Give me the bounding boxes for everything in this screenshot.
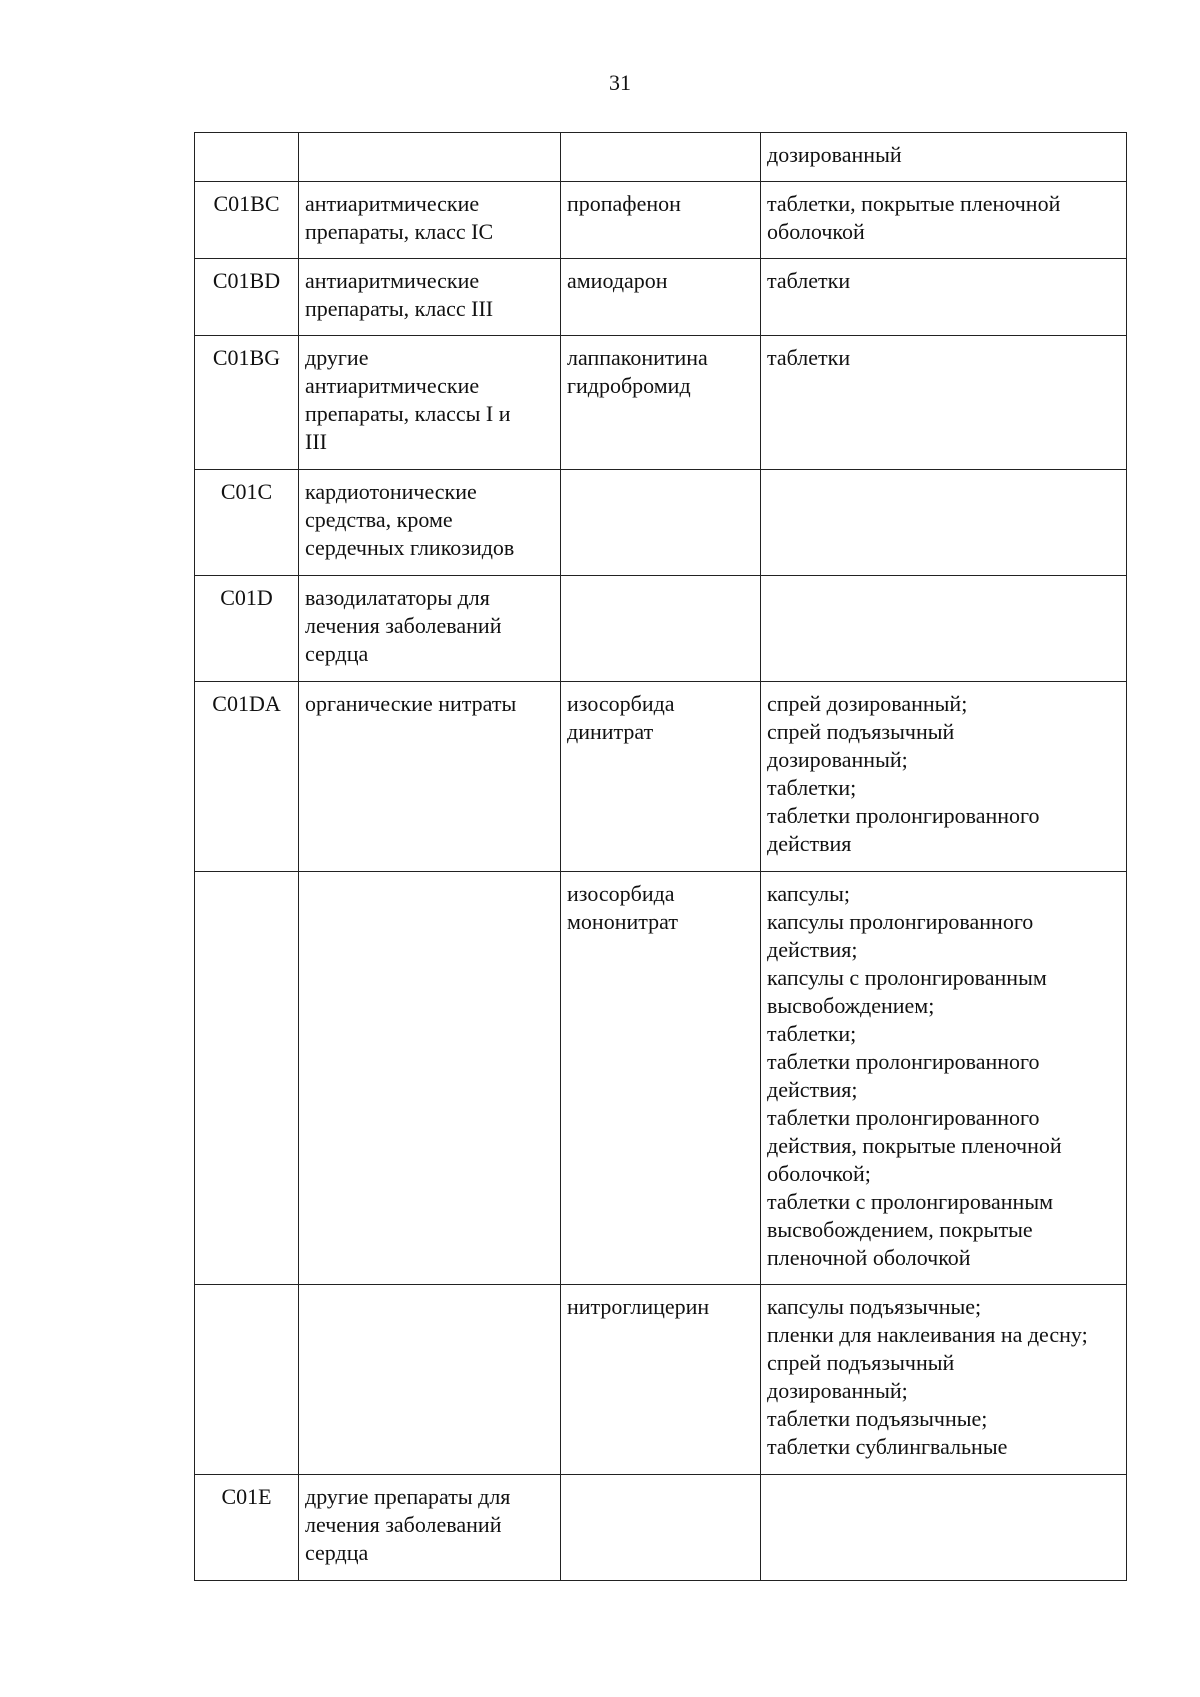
dosage-form-line: высвобождением, покрытые — [767, 1217, 1033, 1242]
substance-cell — [561, 1475, 761, 1581]
substance-line: мононитрат — [567, 909, 678, 934]
substance-cell — [561, 872, 761, 1285]
dosage-form-line: таблетки — [767, 268, 851, 293]
dosage-form-line: спрей дозированный; — [767, 691, 968, 716]
dosage-form-line: пленки для наклеивания на десну; — [767, 1322, 1088, 1347]
anatomical-group-cell — [299, 182, 561, 259]
group-line: лечения заболеваний — [305, 613, 502, 638]
group-line: другие препараты для — [305, 1484, 511, 1509]
dosage-form-line: действия, покрытые пленочной — [767, 1133, 1062, 1158]
group-line: лечения заболеваний — [305, 1512, 502, 1537]
dosage-forms-cell — [761, 1285, 1127, 1475]
dosage-form-line: оболочкой; — [767, 1161, 871, 1186]
table-row — [195, 576, 1127, 682]
dosage-forms-cell — [761, 682, 1127, 872]
substance-line: пропафенон — [567, 191, 681, 216]
dosage-form-line: таблетки пролонгированного — [767, 803, 1040, 828]
dosage-forms-cell — [761, 182, 1127, 259]
group-line: вазодилататоры для — [305, 585, 490, 610]
dosage-form-line: таблетки; — [767, 1021, 857, 1046]
group-line: сердечных гликозидов — [305, 535, 515, 560]
dosage-forms-cell — [761, 133, 1127, 182]
dosage-form-line: таблетки пролонгированного — [767, 1105, 1040, 1130]
dosage-form-line: таблетки, покрытые пленочной — [767, 191, 1061, 216]
group-line: сердца — [305, 641, 369, 666]
page-number: 31 — [609, 70, 631, 95]
dosage-form-line: капсулы; — [767, 881, 850, 906]
atc-code-cell: C01D — [195, 576, 299, 682]
substance-line: изосорбида — [567, 881, 675, 906]
dosage-form-line: дозированный; — [767, 747, 908, 772]
table-row — [195, 682, 1127, 872]
dosage-form-line: капсулы подъязычные; — [767, 1294, 982, 1319]
dosage-form-line: спрей подъязычный — [767, 719, 955, 744]
group-line: препараты, класс III — [305, 296, 494, 321]
substance-cell — [561, 470, 761, 576]
table-row — [195, 470, 1127, 576]
anatomical-group-cell — [299, 1475, 561, 1581]
dosage-form-line: действия; — [767, 937, 858, 962]
anatomical-group-cell — [299, 576, 561, 682]
group-line: кардиотонические — [305, 479, 477, 504]
group-line: III — [305, 429, 327, 454]
group-line: препараты, классы I и — [305, 401, 511, 426]
group-line: антиаритмические — [305, 373, 480, 398]
dosage-form-line: капсулы пролонгированного — [767, 909, 1034, 934]
group-line: другие — [305, 345, 369, 370]
dosage-form-line: капсулы с пролонгированным — [767, 965, 1047, 990]
substance-cell — [561, 336, 761, 470]
substance-line: лаппаконитина — [567, 345, 708, 370]
substance-line: гидробромид — [567, 373, 691, 398]
dosage-form-line: дозированный; — [767, 1378, 908, 1403]
table-row — [195, 259, 1127, 336]
substance-cell — [561, 682, 761, 872]
dosage-form-line: действия; — [767, 1077, 858, 1102]
dosage-form-line: таблетки пролонгированного — [767, 1049, 1040, 1074]
dosage-forms-cell — [761, 1475, 1127, 1581]
atc-code-cell — [195, 872, 299, 1285]
dosage-form-line: таблетки — [767, 345, 851, 370]
substance-line: нитроглицерин — [567, 1294, 710, 1319]
atc-code-cell: C01BC — [195, 182, 299, 259]
substance-cell — [561, 182, 761, 259]
group-line: препараты, класс IC — [305, 219, 494, 244]
dosage-forms-cell — [761, 576, 1127, 682]
dosage-form-line: таблетки подъязычные; — [767, 1406, 988, 1431]
dosage-form-line: таблетки сублингвальные — [767, 1434, 1008, 1459]
dosage-form-line: спрей подъязычный — [767, 1350, 955, 1375]
table-row — [195, 872, 1127, 1285]
substance-cell — [561, 576, 761, 682]
dosage-forms-cell — [761, 470, 1127, 576]
table-row — [195, 182, 1127, 259]
dosage-forms-cell — [761, 259, 1127, 336]
anatomical-group-cell — [299, 336, 561, 470]
drug-classification-table — [194, 132, 1127, 1581]
substance-cell — [561, 1285, 761, 1475]
group-line: антиаритмические — [305, 268, 480, 293]
substance-line: изосорбида — [567, 691, 675, 716]
anatomical-group-cell — [299, 470, 561, 576]
table-row — [195, 336, 1127, 470]
group-line: органические нитраты — [305, 691, 517, 716]
atc-code-cell — [195, 133, 299, 182]
substance-line: динитрат — [567, 719, 654, 744]
dosage-form-line: высвобождением; — [767, 993, 935, 1018]
dosage-form-line: таблетки с пролонгированным — [767, 1189, 1054, 1214]
anatomical-group-cell — [299, 682, 561, 872]
dosage-form-line: дозированный — [767, 142, 902, 167]
table-row — [195, 1475, 1127, 1581]
atc-code-cell — [195, 1285, 299, 1475]
atc-code-cell: C01C — [195, 470, 299, 576]
dosage-form-line: таблетки; — [767, 775, 857, 800]
anatomical-group-cell — [299, 133, 561, 182]
group-line: антиаритмические — [305, 191, 480, 216]
group-line: сердца — [305, 1540, 369, 1565]
group-line: средства, кроме — [305, 507, 453, 532]
dosage-form-line: действия — [767, 831, 852, 856]
substance-line: амиодарон — [567, 268, 668, 293]
dosage-forms-cell — [761, 872, 1127, 1285]
dosage-form-line: оболочкой — [767, 219, 865, 244]
anatomical-group-cell — [299, 872, 561, 1285]
substance-cell — [561, 259, 761, 336]
dosage-forms-cell — [761, 336, 1127, 470]
atc-code-cell: C01E — [195, 1475, 299, 1581]
atc-code-cell: C01DA — [195, 682, 299, 872]
anatomical-group-cell — [299, 1285, 561, 1475]
substance-cell — [561, 133, 761, 182]
dosage-form-line: пленочной оболочкой — [767, 1245, 971, 1270]
table-row — [195, 133, 1127, 182]
table-row — [195, 1285, 1127, 1475]
anatomical-group-cell — [299, 259, 561, 336]
atc-code-cell: C01BG — [195, 336, 299, 470]
atc-code-cell: C01BD — [195, 259, 299, 336]
